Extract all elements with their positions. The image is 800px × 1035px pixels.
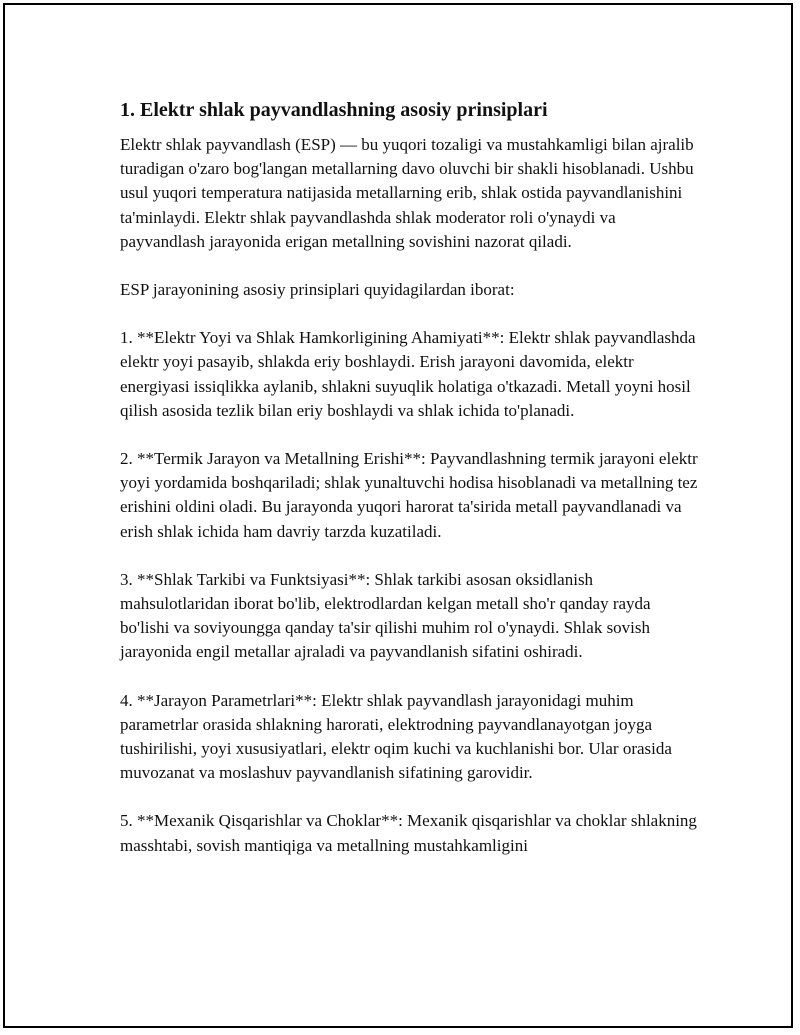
section-heading: 1. Elektr shlak payvandlashning asosiy prinsiplari [120, 99, 548, 121]
paragraph-principle-3: 3. **Shlak Tarkibi va Funktsiyasi**: Shlak tarkibi asosan oksidlanish mahsulotlaridan iborat bo'lib, elektrodlardan kelgan metall sho'r qanday rayda bo'lishi va soviyoungga qanday ta'sir qilishi muhim rol o'ynaydi. Shlak sovish jarayonida engil metallar ajraladi va payvandlanish sifatini oshiradi. [120, 569, 651, 662]
paragraph-principle-4: 4. **Jarayon Parametrlari**: Elektr shlak payvandlash jarayonidagi muhim parametrlar orasida shlakning harorati, elektrodning payvandlanayotgan joyga tushirilishi, yoyi xususiyatlari, elektr oqim kuchi va kuchlanishi bor. Ular orasida muvozanat va moslashuv payvandlanish sifatining garovidir. [120, 690, 672, 783]
paragraph-intro: Elektr shlak payvandlash (ESP) — bu yuqori tozaligi va mustahkamligi bilan ajralib turadigan o'zaro bog'langan metallarning davo oluvchi bir shakli hisoblanadi. Ushbu usul yuqori temperatura natijasida metallarning erib, shlak ostida payvandlanishini ta'minlaydi. Elektr shlak payvandlashda shlak moderator roli o'ynaydi va payvandlash jarayonida erigan metallning sovishini nazorat qiladi. [120, 135, 694, 251]
paragraph-principle-1: 1. **Elektr Yoyi va Shlak Hamkorligining Ahamiyati**: Elektr shlak payvandlashda elektr yoyi pasayib, shlakda eriy boshlaydi. Erish jarayoni davomida, elektr energiyasi issiqlikka aylanib, shlakni suyuqlik holatiga o'tkazadi. Metall yoyni hosil qilish asosida tezlik bilan eriy boshlaydi va shlak ichida to'planadi. [120, 328, 696, 420]
paragraph-principle-5: 5. **Mexanik Qisqarishlar va Choklar**: Mexanik qisqarishlar va choklar shlakning masshtabi, sovish mantiqiga va metallning mustahkamligini [120, 811, 697, 855]
paragraph-principle-2: 2. **Termik Jarayon va Metallning Erishi**: Payvandlashning termik jarayoni elektr yoyi yordamida boshqariladi; shlak yunaltuvchi hodisa hisoblanadi va metallning tez erishini oldini oladi. Bu jarayonda yuqori harorat ta'sirida metall payvandlanadi va erish shlak ichida ham davriy tarzda kuzatiladi. [120, 449, 698, 541]
paragraph-principles-lead: ESP jarayonining asosiy prinsiplari quyidagilardan iborat: [120, 280, 515, 300]
document-body [120, 97, 700, 882]
document-page [3, 3, 793, 1028]
